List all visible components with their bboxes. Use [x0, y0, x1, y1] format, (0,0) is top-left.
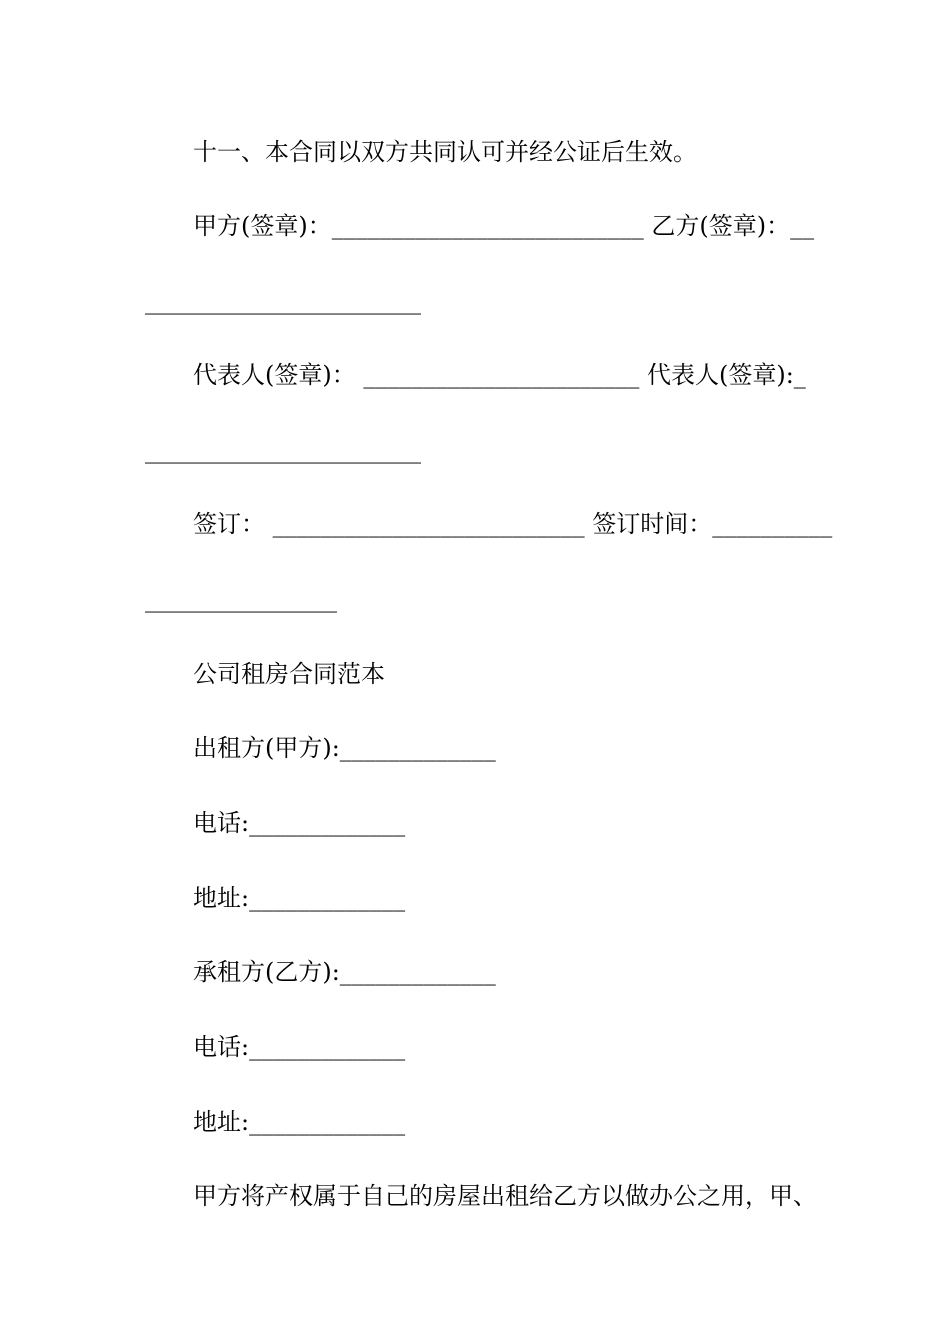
- body-paragraph: 甲方将产权属于自己的房屋出租给乙方以做办公之用，甲、: [193, 1182, 817, 1210]
- lessee-phone-field: 电话:_____________: [193, 1033, 406, 1061]
- lessor-field: 出租方(甲方):_____________: [193, 734, 496, 762]
- representative-signature-line: 代表人(签章)： _______________________ 代表人(签章):_: [193, 361, 806, 389]
- clause-eleven: 十一、本合同以双方共同认可并经公证后生效。: [193, 138, 697, 166]
- lessor-address-field: 地址:_____________: [193, 884, 406, 912]
- representative-signature-continuation: _______________________: [145, 436, 421, 464]
- signing-line: 签订： __________________________ 签订时间：__________: [193, 510, 833, 538]
- party-signature-continuation: _______________________: [145, 287, 421, 315]
- signing-line-continuation: ________________: [145, 585, 337, 613]
- lessee-address-field: 地址:_____________: [193, 1108, 406, 1136]
- party-signature-line: 甲方(签章)：__________________________ 乙方(签章)：__: [193, 212, 815, 240]
- lessor-phone-field: 电话:_____________: [193, 809, 406, 837]
- lessee-field: 承租方(乙方):_____________: [193, 958, 496, 986]
- section-title: 公司租房合同范本: [193, 660, 385, 688]
